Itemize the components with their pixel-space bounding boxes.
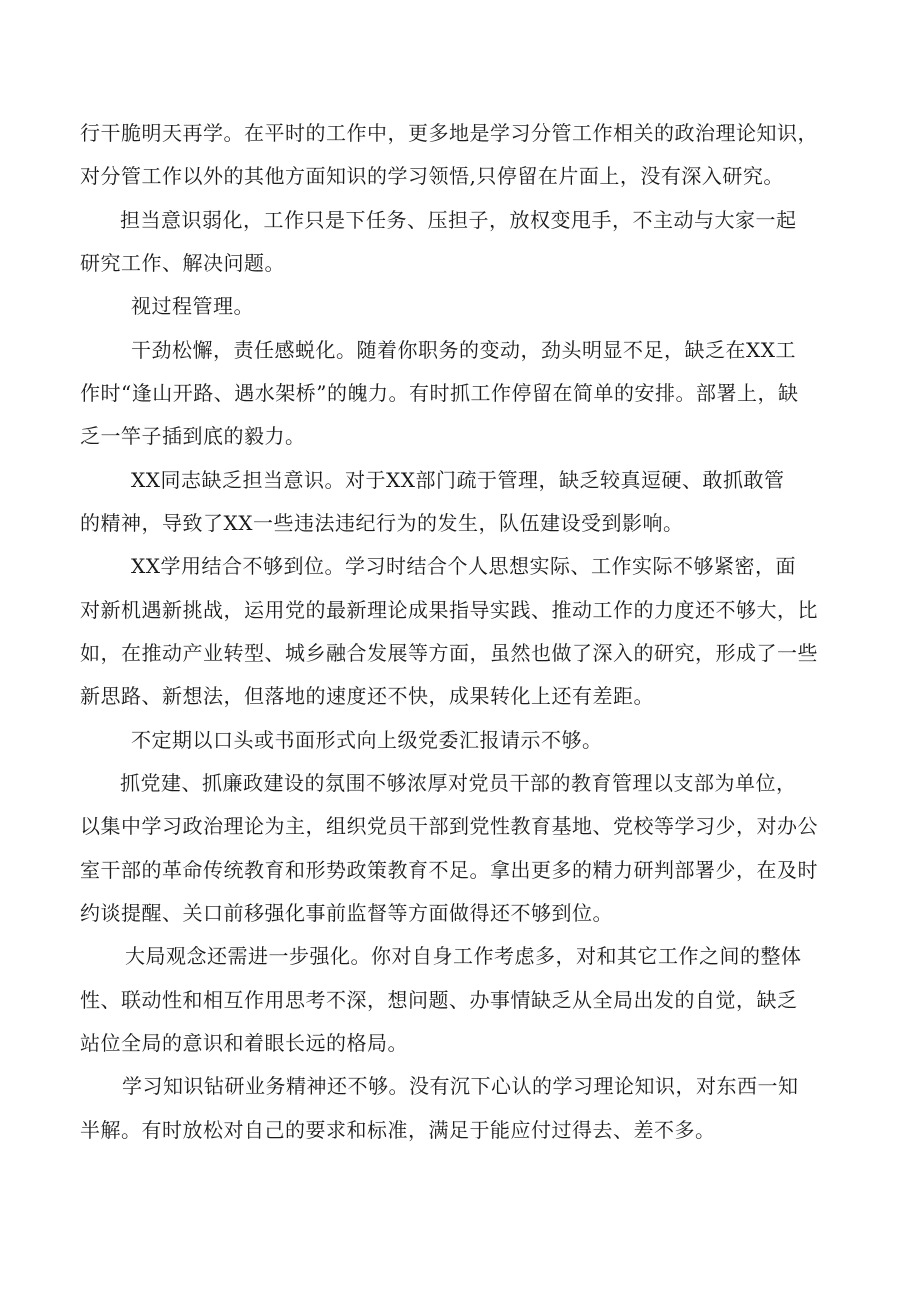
text-line: 研究工作、解决问题。	[80, 251, 285, 275]
text-line: 担当意识弱化，工作只是下任务、压担子，放权变甩手，不主动与大家一起	[120, 208, 797, 232]
text-line: 干劲松懈，责任感蜕化。随着你职务的变动，劲头明显不足，缺乏在XX工	[131, 338, 796, 362]
text-line: 新思路、新想法，但落地的速度还不快，成果转化上还有差距。	[80, 684, 654, 708]
text-line: XX同志缺乏担当意识。对于XX部门疏于管理，缺乏较真逗硬、敢抓敢管	[131, 468, 785, 492]
text-line: 半解。有时放松对自己的要求和标准，满足于能应付过得去、差不多。	[80, 1118, 716, 1142]
text-line: 以集中学习政治理论为主，组织党员干部到党性教育基地、党校等学习少，对办公	[80, 814, 818, 838]
text-line: 乏一竿子插到底的毅力。	[80, 424, 306, 448]
text-line: 不定期以口头或书面形式向上级党委汇报请示不够。	[131, 728, 603, 752]
text-line: 大局观念还需进一步强化。你对自身工作考虑多，对和其它工作之间的整体	[125, 944, 802, 968]
text-line: XX学用结合不够到位。学习时结合个人思想实际、工作实际不够紧密，面	[131, 554, 796, 578]
text-line: 的精神，导致了XX一些违法违纪行为的发生，队伍建设受到影响。	[80, 511, 684, 535]
text-line: 对分管工作以外的其他方面知识的学习领悟,只停留在片面上，没有深入研究。	[80, 164, 784, 188]
text-line: 性、联动性和相互作用思考不深，想问题、办事情缺乏从全局出发的自觉，缺乏	[80, 988, 798, 1012]
text-line: 约谈提醒、关口前移强化事前监督等方面做得还不够到位。	[80, 901, 613, 925]
text-line: 作时“逢山开路、遇水架桥”的魄力。有时抓工作停留在简单的安排。部署上，缺	[80, 381, 799, 405]
text-line: 站位全局的意识和着眼长远的格局。	[80, 1031, 408, 1055]
text-line: 抓党建、抓廉政建设的氛围不够浓厚对党员干部的教育管理以支部为单位，	[120, 771, 797, 795]
text-line: 对新机遇新挑战，运用党的最新理论成果指导实践、推动工作的力度还不够大，比	[80, 598, 818, 622]
text-line: 学习知识钻研业务精神还不够。没有沉下心认的学习理论知识，对东西一知	[122, 1074, 799, 1098]
text-line: 如，在推动产业转型、城乡融合发展等方面，虽然也做了深入的研究，形成了一些	[80, 641, 818, 665]
text-line: 室干部的革命传统教育和形势政策教育不足。拿出更多的精力研判部署少，在及时	[80, 858, 818, 882]
text-line: 视过程管理。	[131, 294, 254, 318]
text-line: 行干脆明天再学。在平时的工作中，更多地是学习分管工作相关的政治理论知识，	[80, 121, 818, 145]
